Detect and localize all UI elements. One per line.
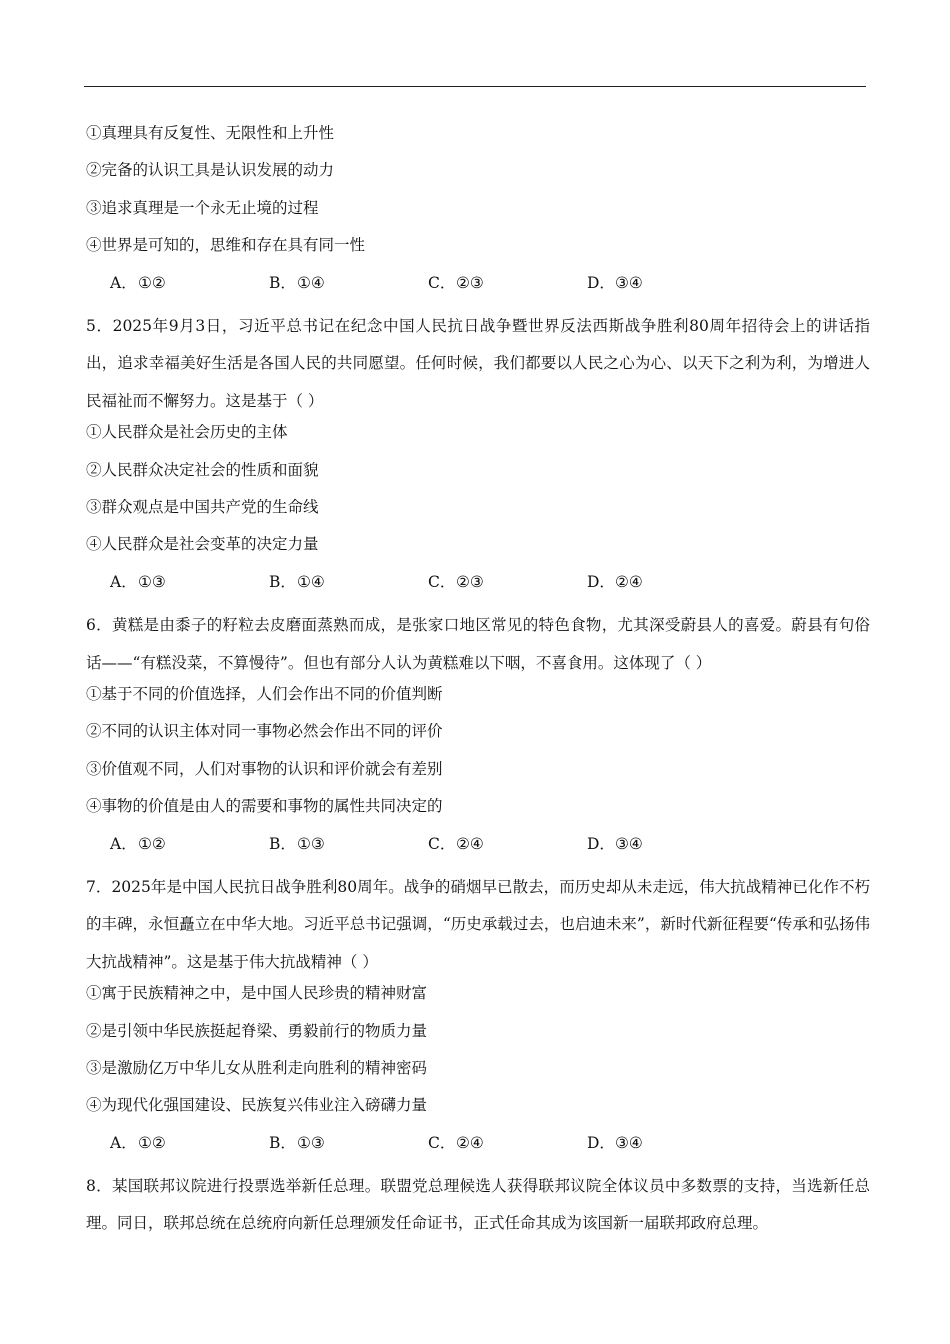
option-a[interactable]: A．①② [110, 273, 166, 292]
option-c[interactable]: C．②③ [428, 572, 484, 591]
option-a[interactable]: A．①② [110, 834, 166, 853]
statement-4: ④人民群众是社会变革的决定力量 [86, 535, 319, 554]
answer-options [86, 570, 870, 607]
option-d[interactable]: D．③④ [587, 834, 643, 853]
statement-2: ②是引领中华民族挺起脊梁、勇毅前行的物质力量 [86, 1021, 428, 1040]
option-d[interactable]: D．③④ [587, 273, 643, 292]
statement-1: ①基于不同的价值选择，人们会作出不同的价值判断 [86, 684, 443, 703]
option-c[interactable]: C．②③ [428, 273, 484, 292]
option-c[interactable]: C．②④ [428, 1133, 484, 1152]
question-content [86, 121, 870, 1243]
header-rule [84, 86, 866, 87]
statement-1: ①人民群众是社会历史的主体 [86, 423, 288, 442]
answer-options [86, 832, 870, 869]
question-stem: 7．2025年是中国人民抗日战争胜利80周年。战争的硝烟早已散去，而历史却从未走远，伟大抗战精神已化作不朽的丰碑，永恒矗立在中华大地。习近平总书记强调，“历史承载过去，也启迪未来”，新时代新征程要“传承和弘扬伟大抗战精神”。这是基于伟大抗战精神（ ） [86, 877, 870, 971]
question-5 [86, 308, 870, 607]
question-6 [86, 607, 870, 869]
statement-4: ④为现代化强国建设、民族复兴伟业注入磅礴力量 [86, 1096, 428, 1115]
option-a[interactable]: A．①③ [110, 572, 166, 591]
option-b[interactable]: B．①③ [269, 1133, 325, 1152]
statement-3: ③是激励亿万中华儿女从胜利走向胜利的精神密码 [86, 1058, 428, 1077]
option-d[interactable]: D．③④ [587, 1133, 643, 1152]
option-d[interactable]: D．②④ [587, 572, 643, 591]
statement-2: ②不同的认识主体对同一事物必然会作出不同的评价 [86, 722, 443, 741]
answer-options [86, 271, 870, 308]
statement-4: ④事物的价值是由人的需要和事物的属性共同决定的 [86, 797, 443, 816]
option-b[interactable]: B．①④ [269, 572, 325, 591]
question-stem: 5．2025年9月3日，习近平总书记在纪念中国人民抗日战争暨世界反法西斯战争胜利80周年招待会上的讲话指出，追求幸福美好生活是各国人民的共同愿望。任何时候，我们都要以人民之心为心、以天下之利为利，为增进人民福祉而不懈努力。这是基于（ ） [86, 316, 870, 410]
question-8 [86, 1168, 870, 1243]
question-stem: 8．某国联邦议院进行投票选举新任总理。联盟党总理候选人获得联邦议院全体议员中多数票的支持，当选新任总理。同日，联邦总统在总统府向新任总理颁发任命证书，正式任命其成为该国新一届联邦政府总理。 [86, 1177, 870, 1233]
option-a[interactable]: A．①② [110, 1133, 166, 1152]
statement-1: ①真理具有反复性、无限性和上升性 [86, 124, 335, 142]
question-7 [86, 869, 870, 1168]
statement-2: ②人民群众决定社会的性质和面貌 [86, 460, 319, 479]
statement-3: ③价值观不同，人们对事物的认识和评价就会有差别 [86, 759, 443, 778]
statement-4: ④世界是可知的，思维和存在具有同一性 [86, 236, 366, 255]
option-b[interactable]: B．①③ [269, 834, 325, 853]
question-stem: 6．黄糕是由黍子的籽粒去皮磨面蒸熟而成，是张家口地区常见的特色食物，尤其深受蔚县人的喜爱。蔚县有句俗话——“有糕没菜，不算慢待”。但也有部分人认为黄糕难以下咽，不喜食用。这体现了（ ） [86, 616, 870, 672]
statement-2: ②完备的认识工具是认识发展的动力 [86, 161, 335, 180]
statement-1: ①寓于民族精神之中，是中国人民珍贵的精神财富 [86, 984, 428, 1003]
question-4 [86, 121, 870, 308]
option-b[interactable]: B．①④ [269, 273, 325, 292]
option-c[interactable]: C．②④ [428, 834, 484, 853]
statement-3: ③追求真理是一个永无止境的过程 [86, 198, 319, 217]
answer-options [86, 1131, 870, 1168]
statement-3: ③群众观点是中国共产党的生命线 [86, 497, 319, 516]
